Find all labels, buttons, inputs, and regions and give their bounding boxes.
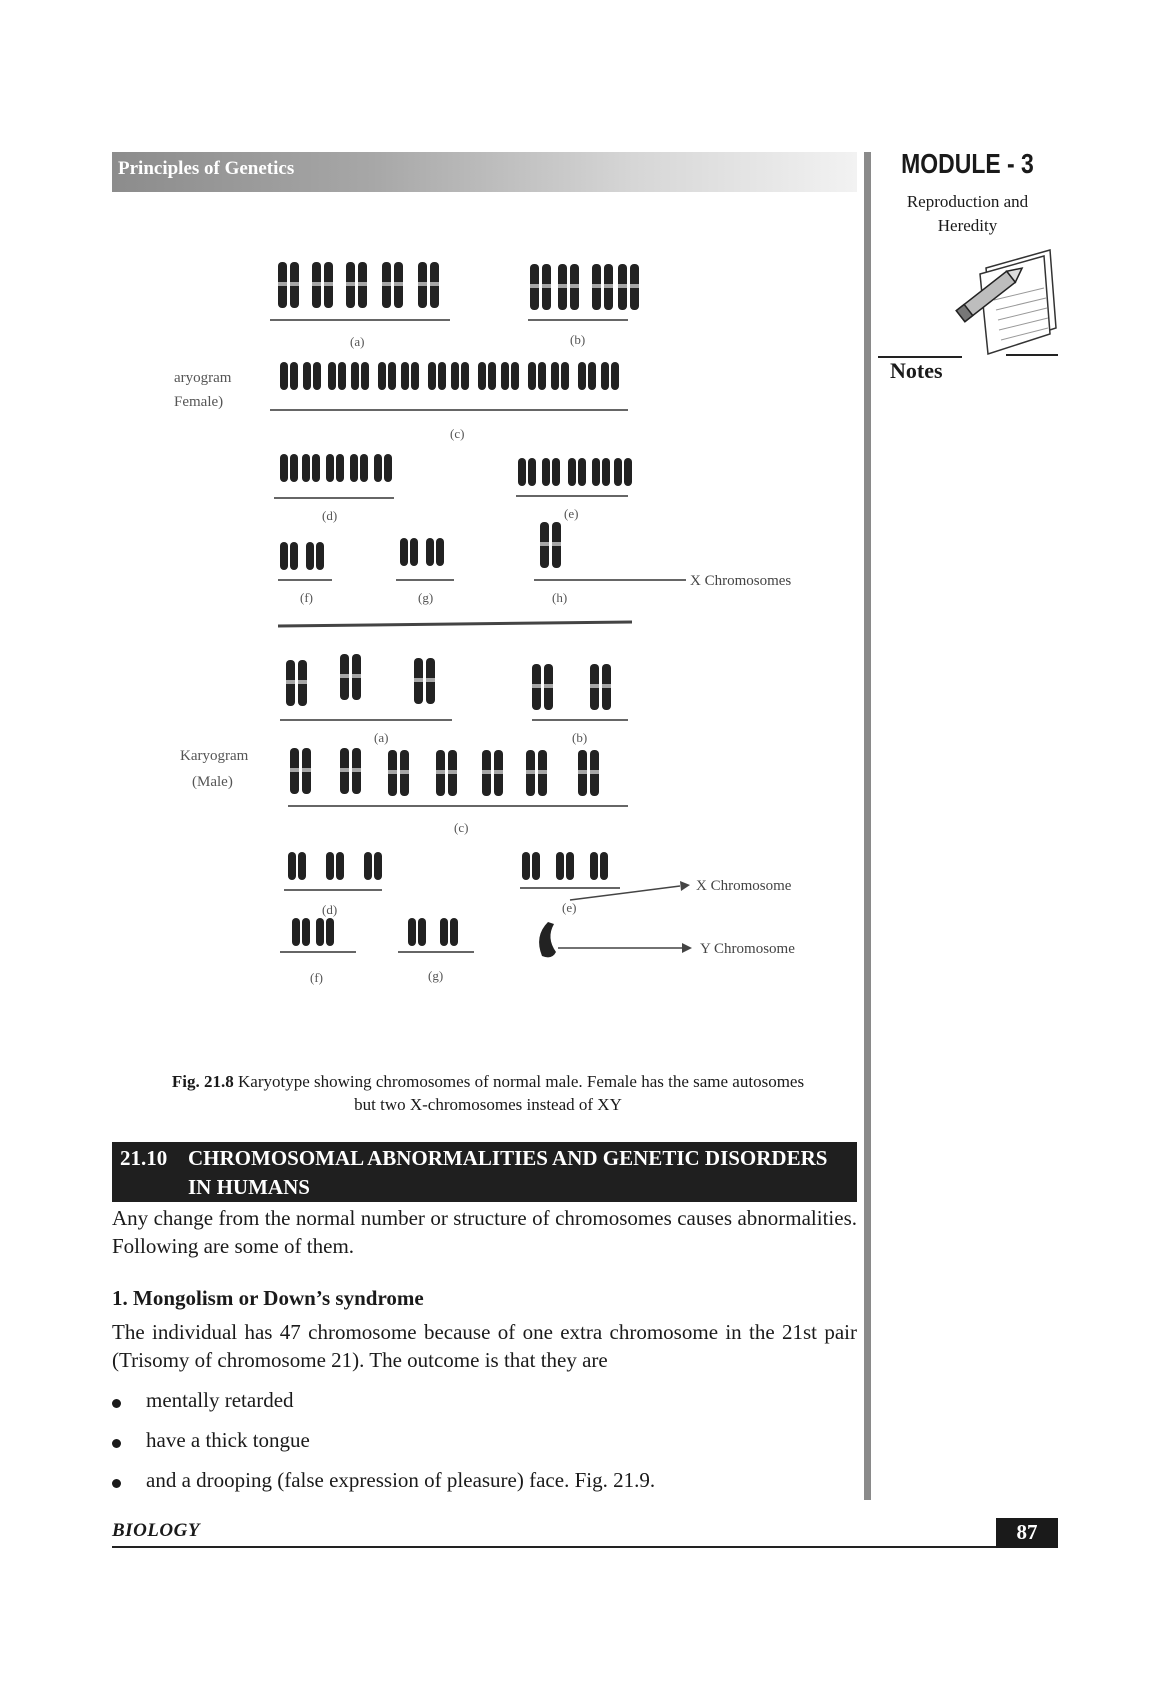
female-group-a: (a): [350, 334, 365, 349]
caption-text-1: Karyotype showing chromosomes of normal male. Female has the same autosomes: [238, 1072, 805, 1091]
list-item-text: have a thick tongue: [146, 1428, 310, 1452]
female-row-ab: [270, 262, 640, 320]
male-group-a: (a): [374, 730, 389, 745]
bullet-icon: [112, 1479, 121, 1488]
y-chromosome-arrowhead: [682, 943, 692, 953]
caption-line-1: [118, 1070, 858, 1093]
section-title: CHROMOSOMAL ABNORMALITIES AND GENETIC DISORDERS IN HUMANS: [188, 1146, 828, 1199]
female-row-c: [270, 362, 628, 410]
x-chromosomes-label: X Chromosomes: [690, 573, 792, 589]
female-karyogram-label-1: aryogram: [174, 370, 232, 386]
x-chromosome-arrowhead: [680, 881, 690, 891]
male-group-d: (d): [322, 902, 338, 917]
notes-label: Notes: [890, 358, 943, 383]
female-group-d: (d): [322, 508, 338, 523]
female-row-fgh: [278, 522, 686, 580]
male-group-e: (e): [562, 900, 577, 915]
female-row-de: [274, 454, 632, 498]
notes-rule-right: [1006, 354, 1058, 356]
module-subtitle-line-2: Heredity: [937, 216, 998, 235]
karyotype-figure: [160, 240, 840, 1010]
female-group-b: (b): [570, 332, 586, 347]
section-number: 21.10: [120, 1146, 168, 1170]
margin-divider: [864, 152, 871, 1500]
intro-paragraph: Any change from the normal number or structure of chromosomes causes abnormalities. Following are some of them.: [112, 1206, 857, 1258]
male-karyogram-label-2: (Male): [192, 774, 233, 790]
female-group-f: (f): [300, 590, 313, 605]
male-group-f: (f): [310, 970, 323, 985]
list-item-text: and a drooping (false expression of pleasure) face. Fig. 21.9.: [146, 1468, 656, 1492]
page-number: 87: [996, 1518, 1058, 1548]
header-title: Principles of Genetics: [118, 158, 295, 179]
module-subtitle: [880, 190, 1055, 238]
male-group-c: (c): [454, 820, 469, 835]
male-row-fg: [280, 918, 556, 957]
section-heading: [112, 1142, 857, 1202]
down-syndrome-paragraph: The individual has 47 chromosome because of one extra chromosome in the 21st pair (Trisomy of chromosome 21). The outcome is that they are: [112, 1320, 857, 1372]
footer-rule: [112, 1546, 1058, 1548]
male-row-de: [284, 852, 620, 890]
caption-text-2: but two X-chromosomes instead of XY: [354, 1095, 622, 1114]
x-chromosome-label: X Chromosome: [696, 878, 792, 894]
figure-separator: [278, 622, 632, 626]
female-group-e: (e): [564, 506, 579, 521]
bullet-icon: [112, 1439, 121, 1448]
male-row-c: [288, 748, 628, 806]
male-row-ab: [280, 654, 628, 720]
module-title: MODULE - 3: [901, 148, 1034, 179]
running-header: [112, 152, 857, 192]
caption-label: Fig. 21.8: [171, 1072, 234, 1091]
female-group-g: (g): [418, 590, 434, 605]
figure-caption: [118, 1070, 858, 1116]
female-group-c: (c): [450, 426, 465, 441]
male-group-g: (g): [428, 968, 444, 983]
male-group-b: (b): [572, 730, 588, 745]
notes-pencil-icon: [948, 244, 1058, 364]
female-group-h: (h): [552, 590, 568, 605]
male-karyogram-label-1: Karyogram: [180, 748, 249, 764]
bullet-icon: [112, 1399, 121, 1408]
list-item-text: mentally retarded: [146, 1388, 294, 1412]
subheading: 1. Mongolism or Down’s syndrome: [112, 1286, 424, 1310]
female-karyogram-label-2: Female): [174, 394, 224, 410]
footer-subject: BIOLOGY: [112, 1520, 200, 1541]
y-chromosome-label: Y Chromosome: [700, 941, 795, 957]
module-subtitle-line-1: Reproduction and: [906, 192, 1029, 211]
